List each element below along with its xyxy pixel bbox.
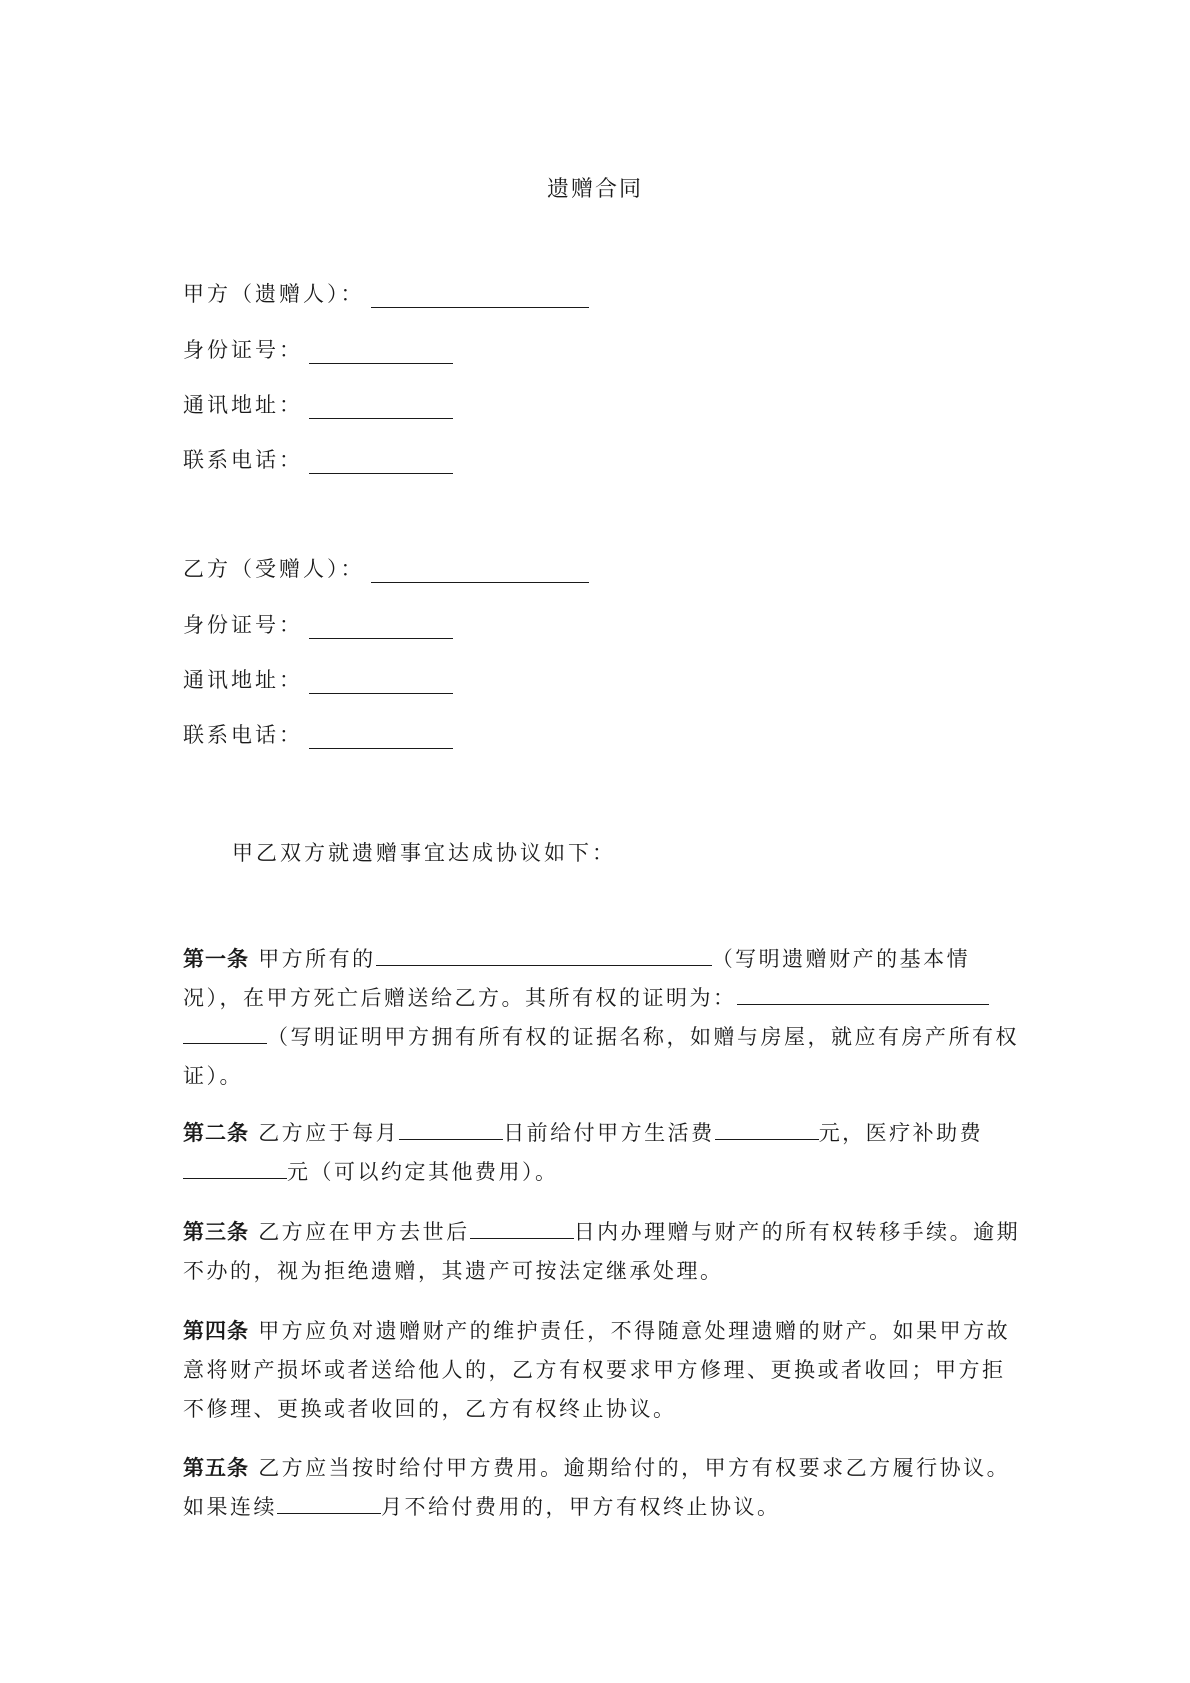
- clause-5-text: 月不给付费用的，甲方有权终止协议。: [381, 1495, 781, 1519]
- clause-5: [183, 1449, 1023, 1527]
- clause-2-heading: 第二条: [183, 1121, 249, 1145]
- party-b-phone-field: [183, 719, 453, 749]
- party-a-name-blank[interactable]: [371, 285, 589, 308]
- clause-5-text: 乙方应当按时给付甲方费用。逾期给付的，甲方有权要求乙方履行协议。如果连续: [183, 1456, 1011, 1519]
- clause-1-proof-blank-a[interactable]: [737, 982, 989, 1005]
- party-a-label: 甲方（遗赠人）：: [183, 282, 365, 306]
- clause-3-days-blank[interactable]: [470, 1216, 574, 1239]
- clause-2-medical-fee-blank[interactable]: [183, 1156, 287, 1179]
- clause-2-text: 元（可以约定其他费用）。: [287, 1160, 559, 1184]
- clause-1-text: （写明遗赠财产的基本情况），在甲方死亡后赠送给乙方。其所有权的证明为：: [183, 947, 971, 1010]
- party-a-phone-blank[interactable]: [309, 451, 453, 474]
- clause-1-property-blank[interactable]: [376, 943, 712, 966]
- party-b-phone-blank[interactable]: [309, 726, 453, 749]
- clause-2: [183, 1114, 1023, 1192]
- party-b-id-label: 身份证号：: [183, 613, 303, 637]
- party-a-address-blank[interactable]: [309, 396, 453, 419]
- party-a-address-label: 通讯地址：: [183, 393, 303, 417]
- party-a-phone-field: [183, 444, 453, 474]
- clause-2-day-blank[interactable]: [399, 1117, 503, 1140]
- clause-2-text: 日前给付甲方生活费: [503, 1121, 715, 1145]
- party-b-name-blank[interactable]: [371, 560, 589, 583]
- party-a-id-label: 身份证号：: [183, 338, 303, 362]
- clause-4-text: 甲方应负对遗赠财产的维护责任，不得随意处理遗赠的财产。如果甲方故意将财产损坏或者送给他人的，乙方有权要求甲方修理、更换或者收回；甲方拒不修理、更换或者收回的，乙方有权终止协议。: [183, 1319, 1011, 1421]
- clause-1-heading: 第一条: [183, 947, 249, 971]
- party-b-name-field: [183, 553, 589, 583]
- party-a-address-field: [183, 389, 453, 419]
- clause-4: [183, 1312, 1023, 1429]
- party-b-phone-label: 联系电话：: [183, 723, 303, 747]
- clause-4-heading: 第四条: [183, 1319, 249, 1343]
- clause-5-months-blank[interactable]: [277, 1491, 381, 1514]
- agreement-intro: 甲乙双方就遗赠事宜达成协议如下：: [232, 841, 616, 865]
- clause-2-text: 乙方应于每月: [258, 1121, 400, 1145]
- clause-2-living-fee-blank[interactable]: [715, 1117, 819, 1140]
- party-a-id-field: [183, 334, 453, 364]
- party-b-address-field: [183, 664, 453, 694]
- clause-1-proof-blank-b[interactable]: [183, 1021, 267, 1044]
- clause-3-text: 乙方应在甲方去世后: [258, 1220, 470, 1244]
- party-a-id-blank[interactable]: [309, 341, 453, 364]
- party-b-address-blank[interactable]: [309, 671, 453, 694]
- party-a-phone-label: 联系电话：: [183, 448, 303, 472]
- clause-1-text: 甲方所有的: [258, 947, 376, 971]
- party-b-id-blank[interactable]: [309, 616, 453, 639]
- party-b-id-field: [183, 609, 453, 639]
- clause-3-heading: 第三条: [183, 1220, 249, 1244]
- clause-3-text: 日内办理赠与财产的所有权转移手续。逾期不办的，视为拒绝遗赠，其遗产可按法定继承处理。: [183, 1220, 1021, 1283]
- clause-1-text: （写明证明甲方拥有所有权的证据名称，如赠与房屋，就应有房产所有权证）。: [183, 1025, 1019, 1088]
- page-title: 遗赠合同: [546, 177, 643, 202]
- clause-1: [183, 940, 1023, 1096]
- party-a-name-field: [183, 278, 589, 308]
- clause-3: [183, 1213, 1023, 1291]
- party-b-label: 乙方（受赠人）：: [183, 557, 365, 581]
- clause-5-heading: 第五条: [183, 1456, 249, 1480]
- clause-2-text: 元，医疗补助费: [818, 1121, 984, 1145]
- party-b-address-label: 通讯地址：: [183, 668, 303, 692]
